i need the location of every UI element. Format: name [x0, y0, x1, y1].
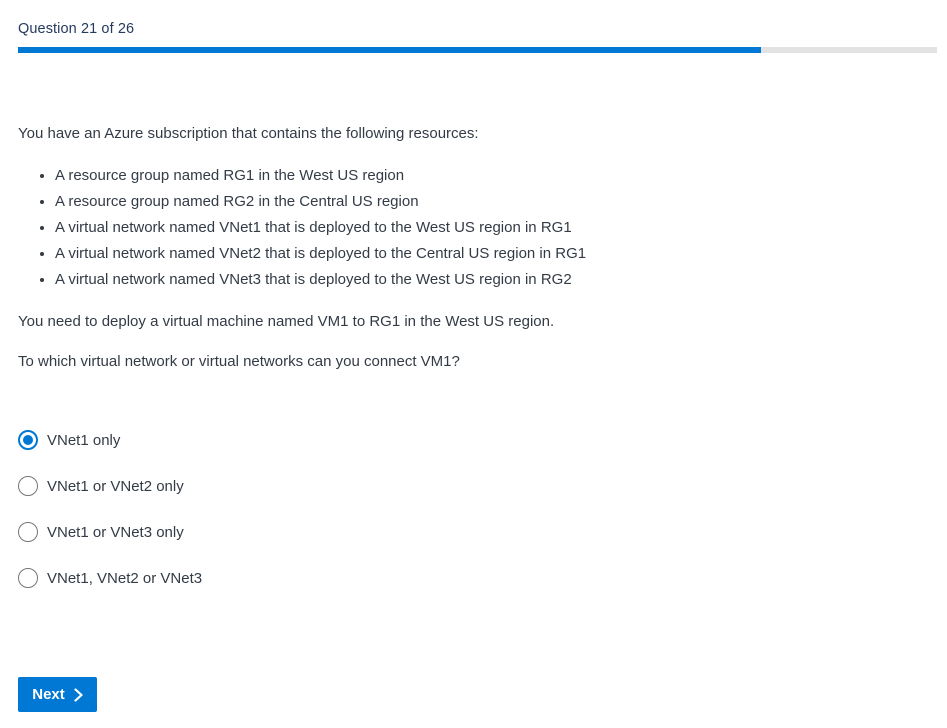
radio-button-icon[interactable]: [18, 476, 38, 496]
answer-option-label: VNet1, VNet2 or VNet3: [47, 569, 203, 587]
question-body: [0, 124, 947, 588]
answer-option-vnet1-or-vnet3[interactable]: [18, 522, 184, 542]
radio-dot: [23, 481, 33, 491]
radio-dot: [23, 573, 33, 583]
question-header: [0, 0, 947, 53]
next-button-label: Next: [32, 686, 65, 703]
radio-dot: [23, 527, 33, 537]
question-prompt: To which virtual network or virtual networks can you connect VM1?: [18, 353, 460, 370]
answer-option-vnet1-or-vnet2[interactable]: [18, 476, 184, 496]
radio-dot: [23, 435, 33, 445]
answer-option-vnet1-vnet2-or-vnet3[interactable]: [18, 568, 202, 588]
chevron-right-icon: [74, 688, 83, 702]
answer-option-label: VNet1 or VNet3 only: [47, 523, 184, 541]
question-requirement: You need to deploy a virtual machine named VM1 to RG1 in the West US region.: [18, 313, 555, 330]
resource-list-item: • A resource group named RG1 in the West US region: [55, 167, 907, 185]
resource-list-item: • A resource group named RG2 in the Central US region: [55, 193, 907, 211]
progress-fill: [18, 47, 761, 53]
answer-options: [18, 430, 907, 588]
progress-bar: [18, 47, 937, 53]
radio-button-icon[interactable]: [18, 522, 38, 542]
radio-button-icon[interactable]: [18, 430, 38, 450]
answer-option-vnet1-only[interactable]: [18, 430, 120, 450]
answer-option-label: VNet1 only: [47, 431, 121, 449]
question-intro: You have an Azure subscription that contains the following resources:: [18, 125, 479, 142]
resource-list-item: • A virtual network named VNet2 that is deployed to the Central US region in RG1: [55, 245, 907, 263]
radio-button-icon[interactable]: [18, 568, 38, 588]
answer-option-label: VNet1 or VNet2 only: [47, 477, 184, 495]
resource-list-item: • A virtual network named VNet1 that is deployed to the West US region in RG1: [55, 219, 907, 237]
next-button[interactable]: [18, 677, 97, 712]
question-counter: Question 21 of 26: [18, 21, 135, 37]
resource-list: [18, 167, 907, 289]
resource-list-item: • A virtual network named VNet3 that is deployed to the West US region in RG2: [55, 271, 907, 289]
